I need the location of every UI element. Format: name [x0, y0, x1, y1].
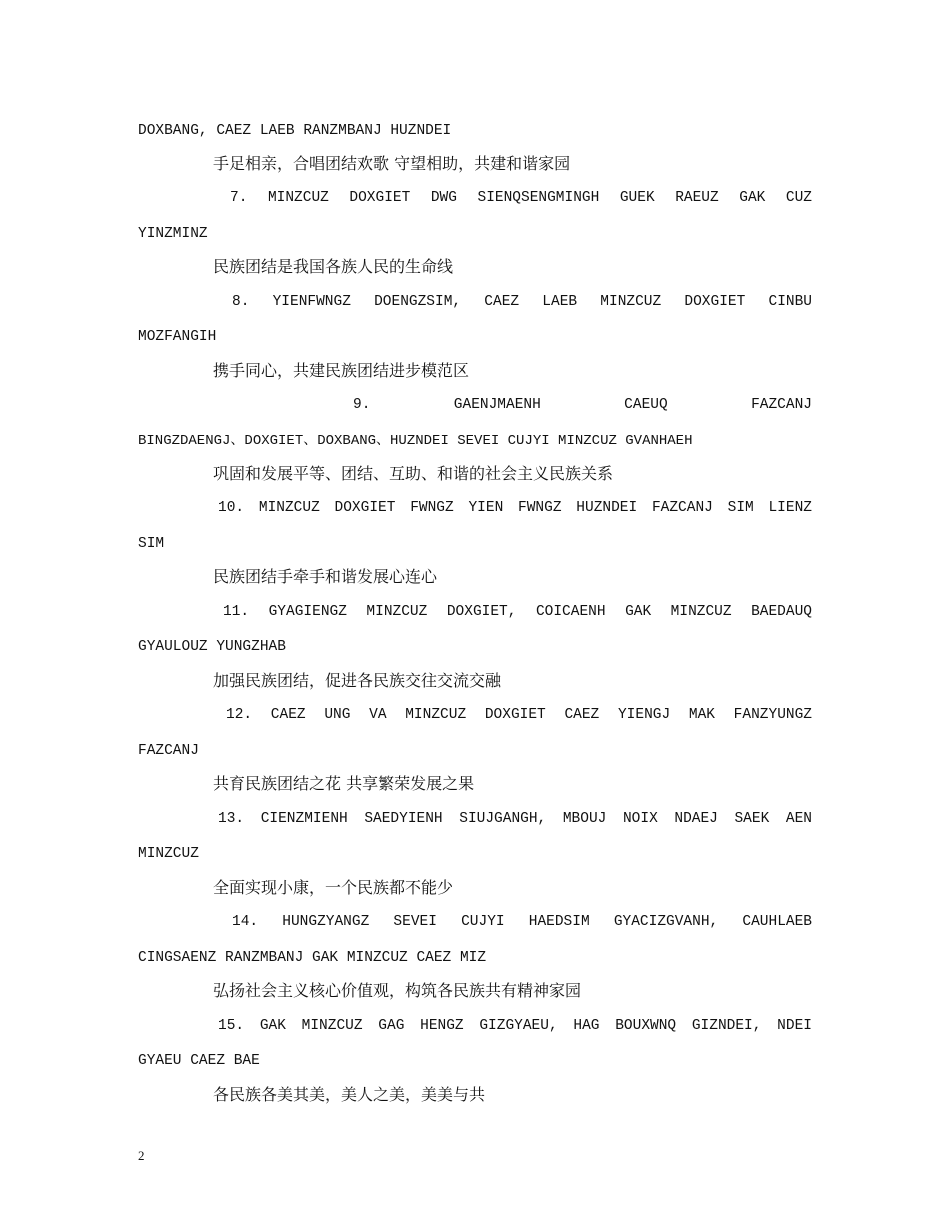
text-line: MOZFANGIH: [138, 329, 217, 345]
text-line-chinese: 弘扬社会主义核心价值观，构筑各民族共有精神家园: [213, 981, 582, 1000]
text-line: BINGZDAENGJ、DOXGIET、DOXBANG、HUZNDEI SEVEI CUJYI MINZCUZ GVANHAEH: [138, 433, 693, 449]
text-line-chinese: 加强民族团结，促进各民族交往交流交融: [213, 671, 502, 690]
text-line: 9. GAENJMAENH CAEUQ FAZCANJ: [353, 397, 812, 413]
text-line-chinese: 携手同心，共建民族团结进步模范区: [213, 361, 470, 380]
text-line: SIM: [138, 536, 165, 552]
text-line: GYAULOUZ YUNGZHAB: [138, 639, 286, 655]
text-line-chinese: 巩固和发展平等、团结、互助、和谐的社会主义民族关系: [213, 464, 614, 483]
text-line: GYAEU CAEZ BAE: [138, 1053, 260, 1069]
text-line-chinese: 各民族各美其美，美人之美，美美与共: [213, 1085, 486, 1104]
text-line: 7. MINZCUZ DOXGIET DWG SIENQSENGMINGH GUEK RAEUZ GAK CUZ: [230, 190, 812, 206]
text-line: 11. GYAGIENGZ MINZCUZ DOXGIET, COICAENH GAK MINZCUZ BAEDAUQ: [223, 604, 812, 620]
text-line: CINGSAENZ RANZMBANJ GAK MINZCUZ CAEZ MIZ: [138, 950, 487, 966]
text-line: FAZCANJ: [138, 743, 199, 759]
text-line: MINZCUZ: [138, 846, 199, 862]
text-line-chinese: 手足相亲，合唱团结欢歌 守望相助，共建和谐家园: [213, 154, 571, 173]
text-line: 15. GAK MINZCUZ GAG HENGZ GIZGYAEU, HAG BOUXWNQ GIZNDEI, NDEI: [218, 1018, 812, 1034]
page-number: 2: [138, 1148, 145, 1163]
text-line: 12. CAEZ UNG VA MINZCUZ DOXGIET CAEZ YIENGJ MAK FANZYUNGZ: [226, 707, 812, 723]
text-line: YINZMINZ: [138, 226, 208, 242]
text-line-chinese: 全面实现小康，一个民族都不能少: [213, 878, 454, 897]
text-line: 13. CIENZMIENH SAEDYIENH SIUJGANGH, MBOUJ NOIX NDAEJ SAEK AEN: [218, 811, 812, 827]
text-line-chinese: 民族团结手牵手和谐发展心连心: [213, 567, 438, 586]
text-line: 14. HUNGZYANGZ SEVEI CUJYI HAEDSIM GYACIZGVANH, CAUHLAEB: [232, 914, 812, 930]
text-line: DOXBANG, CAEZ LAEB RANZMBANJ HUZNDEI: [138, 123, 452, 139]
text-line-chinese: 民族团结是我国各族人民的生命线: [213, 257, 454, 276]
text-line: 8. YIENFWNGZ DOENGZSIM, CAEZ LAEB MINZCUZ DOXGIET CINBU: [232, 294, 812, 310]
text-line: 10. MINZCUZ DOXGIET FWNGZ YIEN FWNGZ HUZNDEI FAZCANJ SIM LIENZ: [218, 500, 812, 516]
text-line-chinese: 共育民族团结之花 共享繁荣发展之果: [213, 774, 475, 793]
